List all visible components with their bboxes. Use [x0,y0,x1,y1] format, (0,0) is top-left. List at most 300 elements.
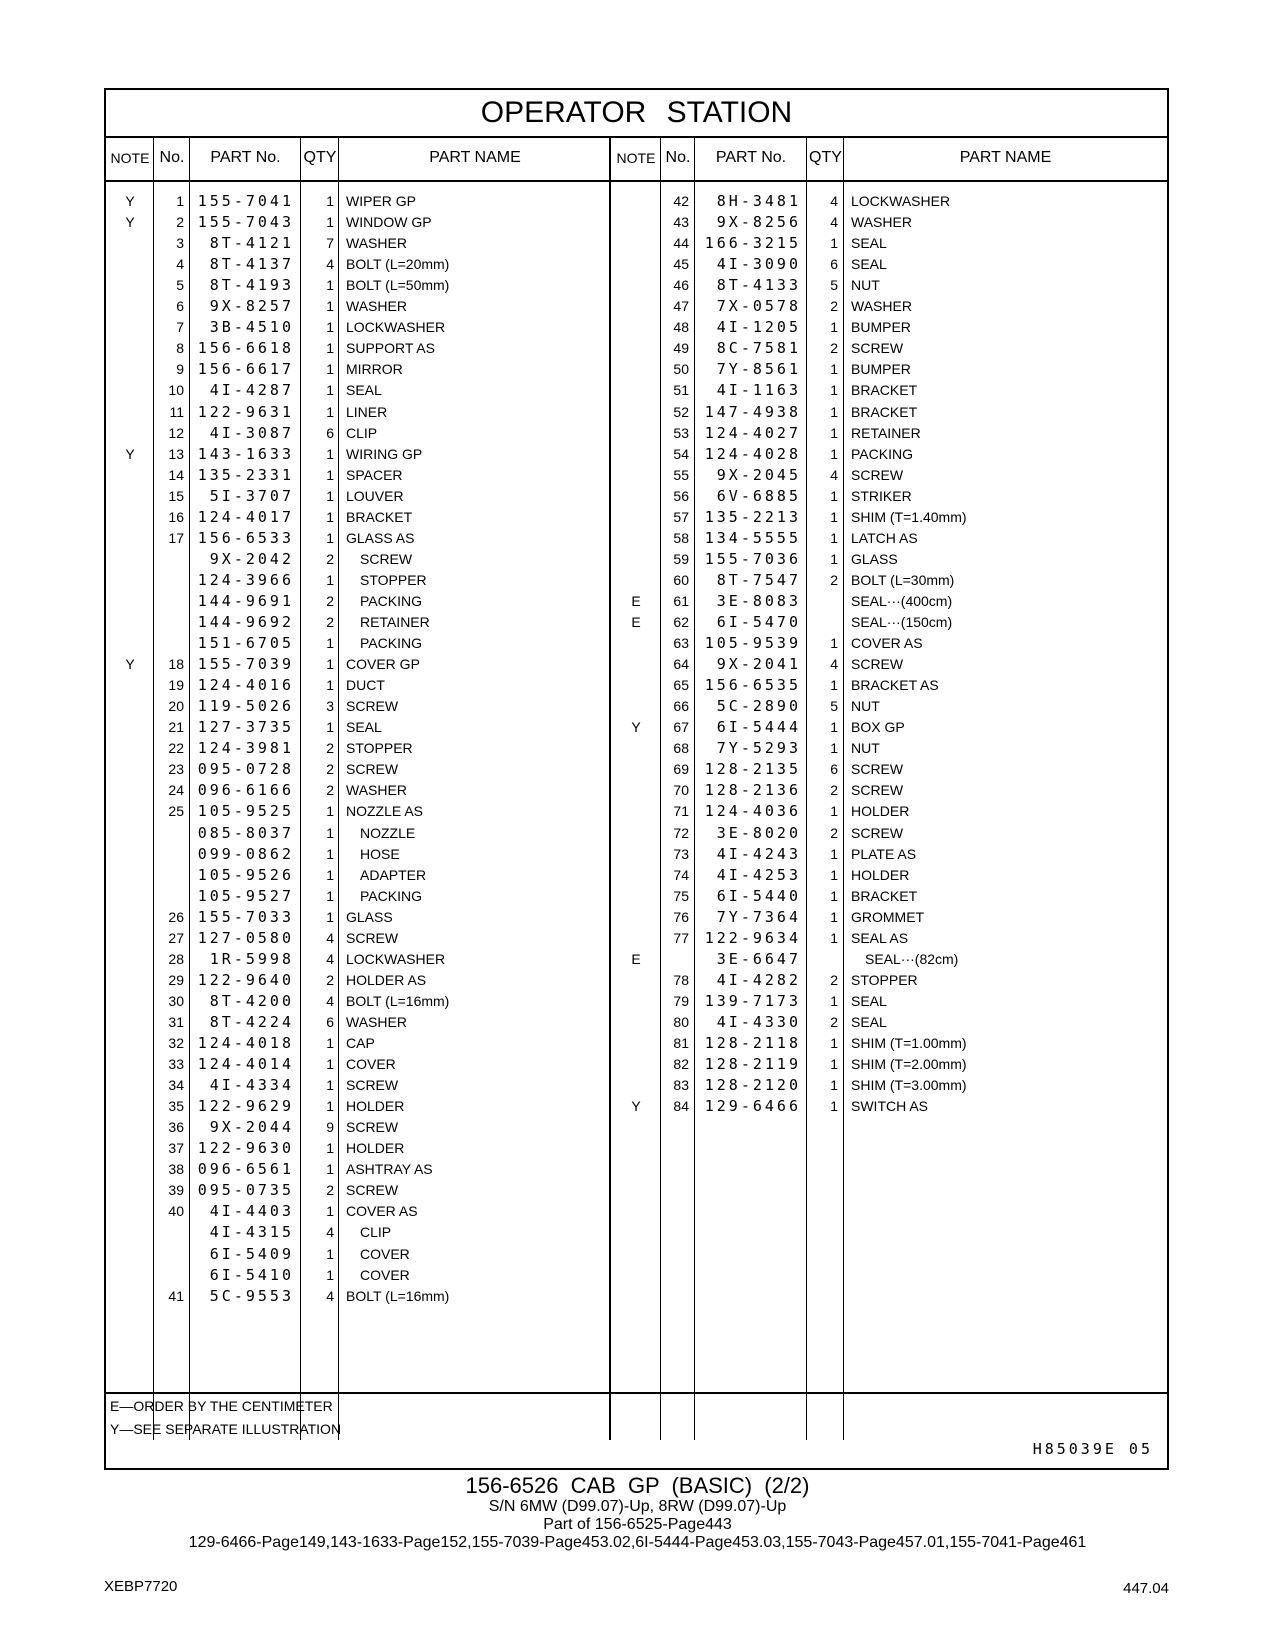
part-number: 6V-6885 [716,486,801,505]
quantity: 1 [830,403,838,420]
part-number: 105-9526 [197,865,294,884]
quantity: 4 [326,950,334,967]
item-number: 77 [673,929,689,946]
quantity: 1 [830,887,838,904]
part-number: 3B-4510 [209,318,294,337]
part-name: PACKING [360,887,422,904]
quantity: 1 [326,529,334,546]
part-number: 8T-4224 [209,1012,294,1031]
caption-block [0,1474,1275,1552]
item-number: 33 [168,1056,184,1073]
quantity: 2 [830,1013,838,1030]
part-number: 122-9631 [197,402,294,421]
note-cell: Y [125,214,135,231]
table-row [106,548,1167,570]
item-number: 28 [168,950,184,967]
part-name: BRACKET [851,887,918,904]
part-name: LATCH AS [851,529,918,546]
item-number: 67 [673,719,689,736]
item-number: 2 [176,214,184,231]
quantity: 2 [326,971,334,988]
table-title: OPERATOR STATION [106,90,1167,138]
note-cell [611,190,661,212]
note-cell [611,885,661,907]
table-row [106,822,1167,844]
item-number: 16 [168,508,184,525]
quantity: 1 [830,529,838,546]
part-name: WIRING GP [346,445,423,462]
item-number: 50 [673,361,689,378]
part-number: 155-7039 [197,655,294,674]
table-row [106,232,1167,254]
part-name: HOLDER AS [346,971,427,988]
part-number: 155-7041 [197,192,294,210]
item-number: 63 [673,635,689,652]
quantity: 2 [830,571,838,588]
part-name: SCREW [851,761,904,778]
part-name: SCREW [346,929,399,946]
item-number [661,948,689,970]
note-cell [611,906,661,928]
part-name: SCREW [851,340,904,357]
part-name: STRIKER [851,487,912,504]
item-number: 45 [673,256,689,273]
part-name: SCREW [851,782,904,799]
part-number: 124-4018 [197,1034,294,1052]
header-no: No. [159,149,185,166]
note-cell [611,1011,661,1033]
table-row [106,485,1167,507]
table-row [106,401,1167,423]
quantity: 1 [326,1266,334,1283]
table-row [106,379,1167,401]
item-number: 65 [673,677,689,694]
table-row [106,1053,1167,1075]
part-name: WINDOW GP [346,214,432,231]
quantity: 2 [830,824,838,841]
part-number: 8T-4121 [209,234,294,253]
part-name: COVER [360,1266,410,1283]
item-number: 7 [176,319,184,336]
table-row [106,716,1167,738]
quantity: 1 [326,656,334,673]
quantity: 1 [830,424,838,441]
quantity: 1 [326,908,334,925]
quantity: 1 [830,866,838,883]
note-cell [611,737,661,759]
part-number: 4I-4315 [209,1223,294,1242]
table-row [106,906,1167,928]
part-number: 4I-1205 [716,318,801,337]
note-cell [611,758,661,780]
part-number: 4I-4287 [209,381,294,400]
part-name: NOZZLE [360,824,416,841]
header-part-no: PART No. [210,149,281,166]
part-number: 096-6166 [197,781,294,800]
quantity: 1 [830,845,838,862]
item-number: 5 [176,277,184,294]
part-name: WASHER [346,1013,407,1030]
part-number: 128-2119 [704,1055,801,1074]
part-name: COVER [360,1245,410,1262]
quantity: 1 [326,361,334,378]
item-number: 23 [168,761,184,778]
quantity: 2 [830,971,838,988]
part-number: 124-4036 [704,802,801,821]
item-number: 54 [673,445,689,462]
item-number: 44 [673,235,689,252]
header-part-name: PART NAME [429,149,521,166]
part-number: 124-4027 [704,423,801,442]
item-number: 83 [673,1077,689,1094]
part-number: 122-9630 [197,1139,294,1158]
note-cell [611,506,661,528]
note-cell: E [631,950,641,967]
part-name: RETAINER [851,424,921,441]
quantity: 1 [326,1035,334,1051]
table-row [106,948,1167,970]
quantity: 1 [326,1098,334,1115]
part-number: 147-4938 [704,402,801,421]
part-name: CLIP [360,1224,392,1241]
item-number: 36 [168,1119,184,1136]
part-number: 122-9634 [704,928,801,947]
item-number: 53 [673,424,689,441]
note-cell [611,695,661,717]
note-cell [611,632,661,654]
quantity: 5 [830,277,838,294]
part-number: 144-9692 [197,613,294,631]
part-number: 156-6618 [197,339,294,358]
note-cell [611,927,661,949]
part-name: WIPER GP [346,193,417,209]
part-number: 127-0580 [197,928,294,947]
part-name: COVER AS [851,635,923,652]
table-row [106,506,1167,528]
part-name: LOCKWASHER [346,950,446,967]
part-number: 122-9629 [197,1097,294,1116]
part-name: SEAL AS [851,929,909,946]
part-number: 4I-4253 [716,865,801,884]
quantity: 1 [830,361,838,378]
item-number: 11 [169,403,184,420]
item-number: 14 [168,466,184,483]
part-number: 124-3981 [197,739,294,758]
item-number: 55 [673,466,689,483]
item-number: 64 [673,656,689,673]
part-name: SHIM (T=1.00mm) [851,1035,967,1051]
quantity: 4 [326,929,334,946]
part-number: 8T-4193 [209,276,294,295]
quantity: 1 [326,887,334,904]
quantity [807,948,838,970]
quantity: 1 [326,340,334,357]
part-name: GLASS [346,908,393,925]
note-cell [611,674,661,696]
note-cell [611,379,661,401]
part-name: SEAL···(400cm) [851,592,953,609]
part-name: RETAINER [360,614,430,630]
note-cell: Y [125,445,135,462]
quantity: 1 [830,382,838,399]
quantity: 1 [326,824,334,841]
quantity: 1 [326,214,334,231]
part-number: 8T-4133 [716,276,801,295]
part-name: NUT [851,740,880,757]
item-number: 75 [673,887,689,904]
quantity: 1 [326,508,334,525]
item-number: 84 [673,1098,689,1115]
note-cell [611,211,661,233]
quantity: 1 [830,319,838,336]
part-number: 122-9640 [197,970,294,989]
header-no-right: No. [665,149,691,166]
quantity: 1 [326,445,334,462]
item-number: 66 [673,698,689,715]
item-number: 60 [673,571,689,588]
item-number: 18 [168,656,184,673]
item-number: 38 [168,1161,184,1178]
part-number: 6I-5440 [716,886,801,905]
item-number: 8 [176,340,184,357]
part-name: SPACER [346,466,403,483]
item-number: 46 [673,277,689,294]
part-name: SUPPORT AS [346,340,435,357]
part-number: 099-0862 [197,844,294,863]
item-number: 62 [673,614,689,630]
legend-y: Y—SEE SEPARATE ILLUSTRATION [110,1421,342,1437]
part-name: SEAL···(150cm) [851,614,953,630]
table-row [106,527,1167,549]
part-name: HOLDER [851,803,910,820]
part-number: 085-8037 [197,823,294,842]
part-number: 124-4014 [197,1055,294,1074]
part-number: 7Y-5293 [716,739,801,758]
item-number: 32 [168,1035,184,1051]
note-cell [611,822,661,844]
part-name: PACKING [360,635,422,652]
quantity: 1 [326,1245,334,1262]
part-number: 095-0728 [197,760,294,779]
part-name: BOLT (L=50mm) [346,277,450,294]
table-header-row [106,136,1167,182]
part-name: BOLT (L=16mm) [346,992,450,1009]
part-number: 9X-2045 [716,465,801,484]
item-number: 20 [168,698,184,715]
part-number: 129-6466 [704,1097,801,1116]
note-cell [611,527,661,549]
part-name: STOPPER [360,571,427,588]
part-number: 155-7043 [197,213,294,232]
part-number: 124-4016 [197,676,294,695]
quantity: 1 [830,1056,838,1073]
part-number: 6I-5470 [716,613,801,631]
table-row [106,758,1167,780]
document-id: XEBP7720 [104,1578,178,1595]
note-cell: Y [125,656,135,673]
part-name: WASHER [346,235,407,252]
part-name: SEAL [851,992,887,1009]
item-number: 57 [673,508,689,525]
part-number: 105-9539 [704,634,801,653]
part-number: 124-3966 [197,570,294,589]
table-row [106,190,1167,212]
quantity: 1 [830,929,838,946]
note-cell [611,358,661,380]
quantity: 4 [326,1287,334,1304]
note-cell [611,274,661,296]
part-name: SEAL [851,1013,887,1030]
quantity: 1 [830,803,838,820]
part-number: 124-4028 [704,444,801,463]
part-number: 128-2120 [704,1076,801,1095]
quantity: 1 [830,740,838,757]
item-number: 25 [168,803,184,820]
part-name: SCREW [851,466,904,483]
quantity: 4 [830,466,838,483]
quantity: 1 [326,635,334,652]
item-number: 69 [673,761,689,778]
quantity: 2 [326,592,334,609]
quantity: 2 [326,761,334,778]
part-number: 135-2213 [704,507,801,526]
table-row [106,611,1167,633]
part-number: 4I-3087 [209,423,294,442]
quantity: 4 [326,256,334,273]
note-cell [611,295,661,317]
part-name: WASHER [851,298,912,315]
quantity: 2 [830,298,838,315]
item-number: 68 [673,740,689,757]
part-name: SCREW [346,761,399,778]
part-name: LOUVER [346,487,404,504]
table-row [106,358,1167,380]
part-number: 9X-8256 [716,213,801,232]
table-row [106,1095,1167,1117]
part-number: 3E-8020 [716,823,801,842]
item-number: 49 [673,340,689,357]
table-row [106,653,1167,675]
part-name: BUMPER [851,361,911,378]
table-row [106,695,1167,717]
quantity: 1 [830,1035,838,1051]
quantity: 1 [326,719,334,736]
quantity: 9 [326,1119,334,1136]
part-name: SEAL [851,235,887,252]
caption-references: 129-6466-Page149,143-1633-Page152,155-7039-Page453.02,6I-5444-Page453.03,155-7043-Page457.01,155-7041-Page461 [188,1534,1087,1551]
item-number: 41 [168,1287,184,1304]
part-number: 119-5026 [197,697,294,716]
quantity: 1 [326,1140,334,1157]
quantity: 4 [830,214,838,231]
note-cell: Y [125,193,135,209]
quantity: 1 [326,1077,334,1094]
item-number: 76 [673,908,689,925]
table-row [106,590,1167,612]
part-number: 7Y-7364 [716,907,801,926]
quantity: 1 [830,908,838,925]
part-number: 7Y-8561 [716,360,801,379]
part-name: LOCKWASHER [346,319,446,336]
quantity: 1 [326,298,334,315]
parts-table-frame [104,88,1169,1470]
item-number: 10 [168,382,184,399]
item-number: 34 [168,1077,184,1094]
quantity: 3 [326,698,334,715]
header-qty: QTY [303,149,337,166]
part-name: CAP [346,1035,375,1051]
header-part-name-right: PART NAME [959,149,1052,166]
quantity: 2 [326,782,334,799]
part-number: 8T-7547 [716,570,801,589]
part-name: BOLT (L=20mm) [346,256,450,273]
item-number: 27 [168,929,184,946]
part-name: HOLDER [851,866,910,883]
note-cell: Y [631,719,641,736]
item-number: 6 [176,298,184,315]
quantity: 4 [830,193,838,209]
quantity: 1 [830,445,838,462]
quantity: 1 [326,803,334,820]
part-number: 8T-4200 [209,991,294,1010]
item-number: 78 [673,971,689,988]
part-number: 127-3735 [197,718,294,737]
note-cell [611,548,661,570]
part-name: BRACKET [851,382,918,399]
note-cell [611,1074,661,1096]
item-number: 37 [168,1140,184,1157]
quantity: 2 [326,1182,334,1199]
part-name: HOLDER [346,1140,405,1157]
part-number: 9X-2042 [209,549,294,568]
part-name: SHIM (T=1.40mm) [851,508,967,525]
quantity: 1 [830,1077,838,1094]
note-cell [611,969,661,991]
table-row [106,779,1167,801]
quantity: 2 [326,550,334,567]
part-name: BRACKET [346,508,413,525]
item-number: 42 [673,193,689,209]
quantity: 1 [830,992,838,1009]
part-number: 128-2118 [704,1034,801,1052]
part-name: SCREW [346,1077,399,1094]
part-name: SCREW [851,656,904,673]
table-row [106,864,1167,886]
note-cell [611,401,661,423]
item-number: 40 [168,1203,184,1220]
part-number: 144-9691 [197,591,294,610]
table-row [106,211,1167,233]
part-name: STOPPER [346,740,413,757]
part-name: PACKING [360,592,422,609]
quantity: 4 [830,656,838,673]
note-cell [611,800,661,822]
quantity: 6 [326,424,334,441]
table-row [106,632,1167,654]
table-row [106,800,1167,822]
part-name: HOSE [360,845,400,862]
note-cell [611,1053,661,1075]
part-number: 143-1633 [197,444,294,463]
quantity: 1 [326,466,334,483]
note-cell [611,422,661,444]
caption-part-of: Part of 156-6525-Page443 [543,1516,732,1533]
note-cell [611,443,661,465]
item-number: 19 [168,677,184,694]
note-cell [611,653,661,675]
quantity: 1 [830,1098,838,1115]
quantity [807,590,838,612]
